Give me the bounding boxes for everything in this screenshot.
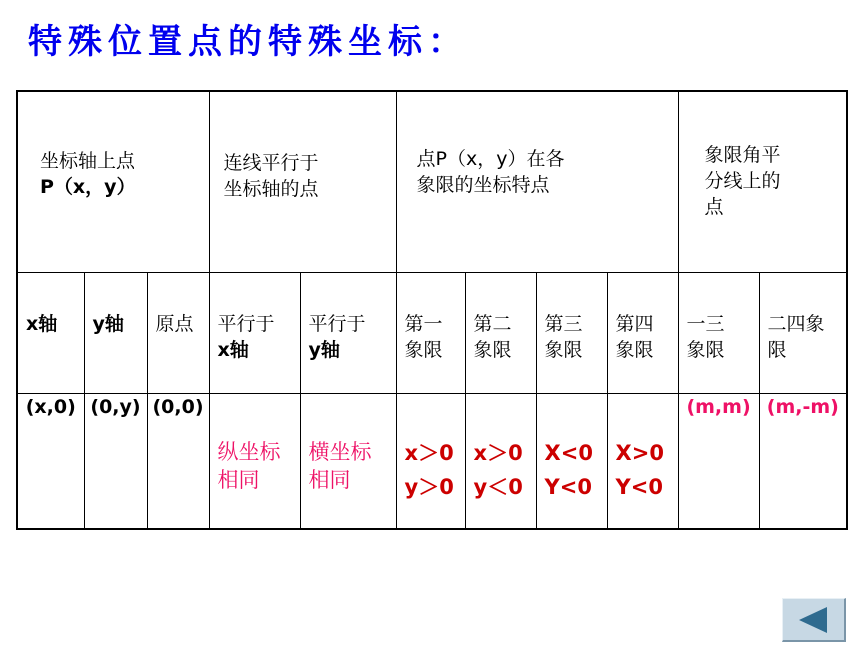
header-axis-points bbox=[17, 91, 209, 273]
subheader-bisector-24: 二四象 限 bbox=[759, 273, 847, 394]
value-quadrant-1: x＞0 y＞0 bbox=[396, 394, 465, 530]
header-bisector-line3: 点 bbox=[704, 196, 724, 218]
coordinates-table bbox=[16, 90, 848, 530]
subheader-quadrant-4: 第四 象限 bbox=[607, 273, 678, 394]
value-bisector-13: (m,m) bbox=[678, 394, 759, 530]
subheader-y-axis: y轴 bbox=[84, 273, 147, 394]
value-y-axis: (0,y) bbox=[84, 394, 147, 530]
value-bisector-24: (m,-m) bbox=[759, 394, 847, 530]
value-quadrant-4: X>0 Y<0 bbox=[607, 394, 678, 530]
subheader-origin: 原点 bbox=[147, 273, 209, 394]
header-bisector-line1: 象限角平 bbox=[704, 144, 781, 166]
subheader-bisector-13: 一三 象限 bbox=[678, 273, 759, 394]
value-parallel-x: 纵坐标 相同 bbox=[209, 394, 300, 530]
header-quadrant-line2: 象限的坐标特点 bbox=[416, 174, 550, 196]
header-quadrant-line1: 点P（x，y）在各 bbox=[416, 148, 565, 170]
header-bisector-line2: 分线上的 bbox=[704, 170, 781, 192]
value-origin: (0,0) bbox=[147, 394, 209, 530]
header-parallel-points bbox=[209, 91, 396, 273]
left-triangle-icon bbox=[799, 607, 827, 633]
header-axis-line1: 坐标轴上点 bbox=[40, 150, 136, 172]
subheader-x-axis: x轴 bbox=[17, 273, 84, 394]
value-quadrant-3: X<0 Y<0 bbox=[536, 394, 607, 530]
header-axis-line2: P（x，y） bbox=[40, 176, 136, 198]
header-quadrant-points bbox=[396, 91, 678, 273]
page-title: 特殊位置点的特殊坐标： bbox=[28, 22, 468, 62]
subheader-quadrant-3: 第三 象限 bbox=[536, 273, 607, 394]
subheader-quadrant-1: 第一 象限 bbox=[396, 273, 465, 394]
subheader-parallel-y: 平行于 y轴 bbox=[300, 273, 396, 394]
value-parallel-y: 横坐标 相同 bbox=[300, 394, 396, 530]
header-parallel-line2: 坐标轴的点 bbox=[223, 178, 319, 200]
value-quadrant-2: x＞0 y＜0 bbox=[465, 394, 536, 530]
value-x-axis: (x,0) bbox=[17, 394, 84, 530]
back-button[interactable] bbox=[782, 598, 846, 642]
header-bisector-points bbox=[678, 91, 847, 273]
subheader-parallel-x: 平行于 x轴 bbox=[209, 273, 300, 394]
subheader-quadrant-2: 第二 象限 bbox=[465, 273, 536, 394]
header-parallel-line1: 连线平行于 bbox=[223, 152, 319, 174]
